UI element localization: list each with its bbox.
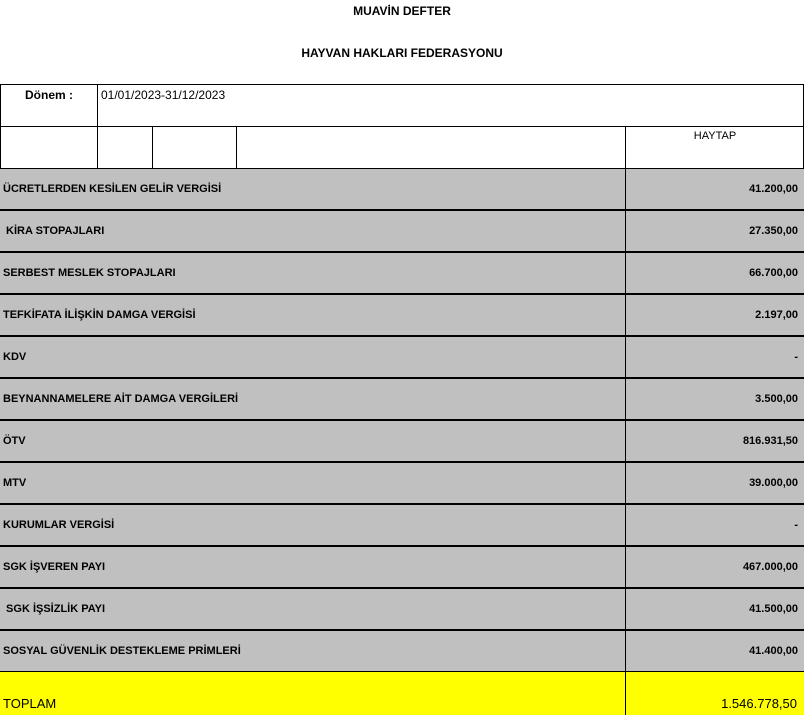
table-row — [0, 379, 804, 421]
row-label: SOSYAL GÜVENLİK DESTEKLEME PRİMLERİ — [3, 645, 241, 657]
row-value: 467.000,00 — [742, 561, 798, 573]
row-label: TEFKİFATA İLİŞKİN DAMGA VERGİSİ — [3, 309, 196, 321]
row-value: 41.400,00 — [749, 645, 798, 657]
row-value: 66.700,00 — [749, 267, 798, 279]
table-row — [0, 169, 804, 211]
row-label: MTV — [3, 477, 27, 489]
organization-name: HAYVAN HAKLARI FEDERASYONU — [301, 46, 503, 60]
row-label: BEYNANNAMELERE AİT DAMGA VERGİLERİ — [3, 393, 239, 405]
table-row — [0, 631, 804, 673]
period-value: 01/01/2023-31/12/2023 — [101, 88, 226, 102]
row-label: KİRA STOPAJLARI — [3, 225, 105, 237]
row-value: 39.000,00 — [749, 477, 798, 489]
row-value: 27.350,00 — [749, 225, 798, 237]
total-label: TOPLAM — [3, 696, 57, 711]
row-label: ÖTV — [3, 435, 26, 447]
total-value: 1.546.778,50 — [721, 696, 797, 711]
row-value: 3.500,00 — [755, 393, 798, 405]
row-value: 41.200,00 — [749, 183, 798, 195]
ledger-title: MUAVİN DEFTER — [353, 4, 451, 18]
row-value: - — [794, 519, 798, 531]
column-header-haytap: HAYTAP — [693, 130, 737, 142]
grid-line — [97, 84, 98, 168]
row-value: 816.931,50 — [742, 435, 798, 447]
table-row — [0, 463, 804, 505]
grid-line — [0, 84, 804, 85]
period-label: Dönem : — [25, 88, 73, 102]
table-row — [0, 547, 804, 589]
row-label: KDV — [3, 351, 27, 363]
table-row — [0, 295, 804, 337]
table-row — [0, 589, 804, 631]
table-row — [0, 505, 804, 547]
row-value: - — [794, 351, 798, 363]
grid-line — [152, 126, 153, 168]
row-value: 41.500,00 — [749, 603, 798, 615]
row-label: KURUMLAR VERGİSİ — [3, 519, 115, 531]
row-label: SERBEST MESLEK STOPAJLARI — [3, 267, 176, 279]
table-row — [0, 253, 804, 295]
grid-line — [0, 84, 1, 168]
grid-line — [97, 126, 804, 127]
table-row — [0, 211, 804, 253]
table-row — [0, 337, 804, 379]
grid-line — [0, 126, 97, 127]
table-row — [0, 421, 804, 463]
total-row — [0, 672, 804, 715]
row-label: SGK İŞVEREN PAYI — [3, 561, 106, 573]
row-label: ÜCRETLERDEN KESİLEN GELİR VERGİSİ — [3, 183, 222, 195]
row-label: SGK İŞSİZLİK PAYI — [3, 603, 106, 615]
row-value: 2.197,00 — [755, 309, 798, 321]
grid-line — [236, 126, 237, 168]
